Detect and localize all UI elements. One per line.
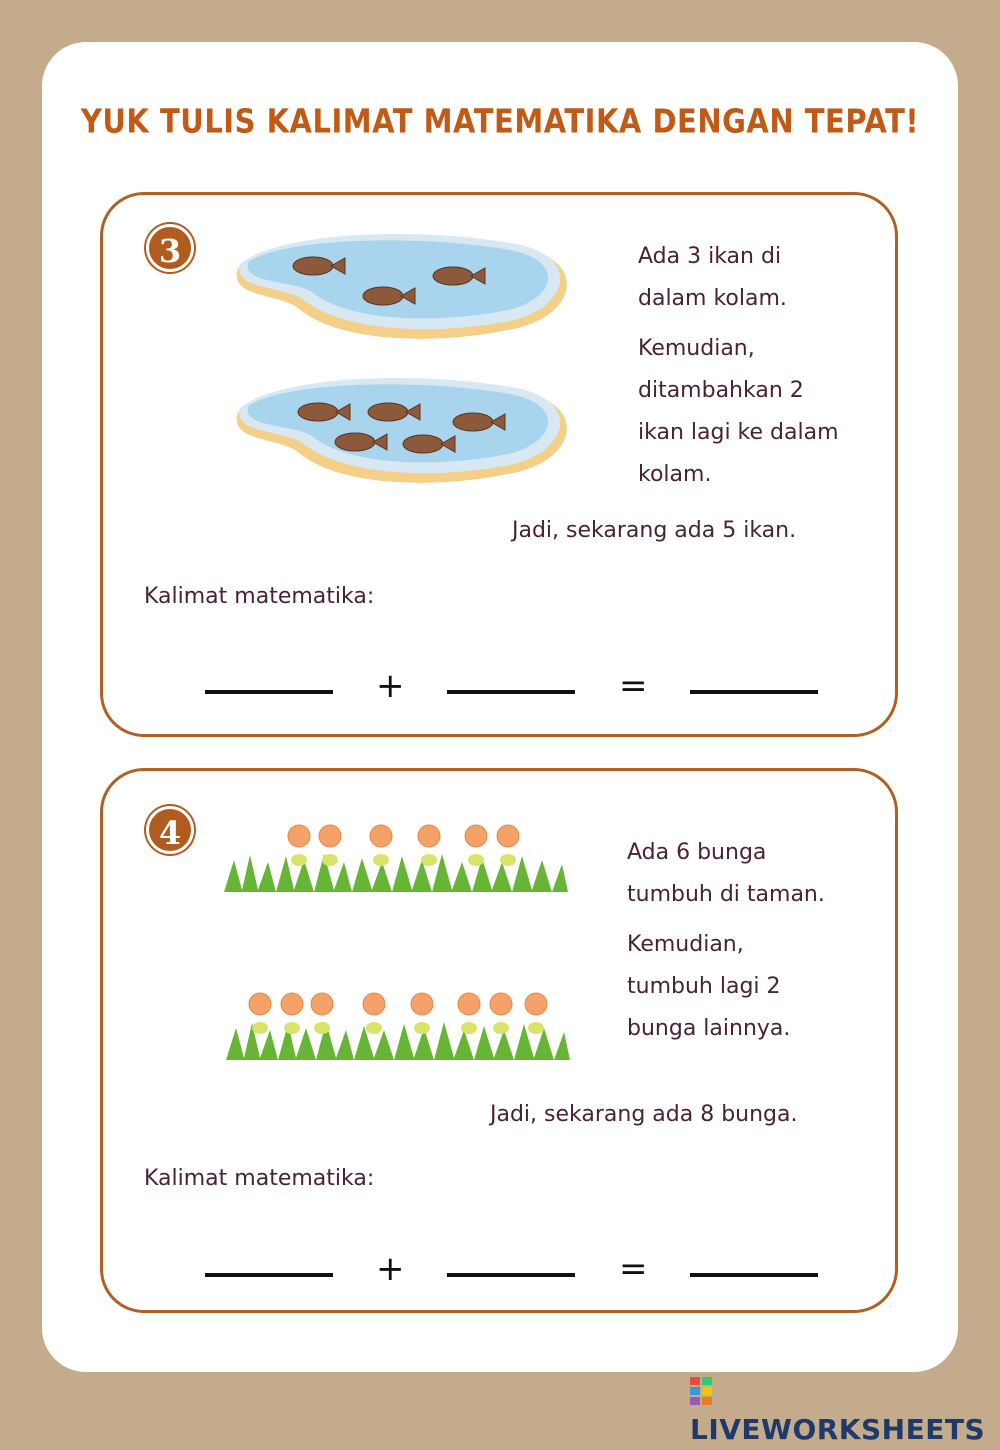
statement-line: Ada 6 bunga (627, 840, 767, 865)
page-title: YUK TULIS KALIMAT MATEMATIKA DENGAN TEPAT! (80, 101, 920, 141)
equals-sign: = (619, 666, 648, 706)
liveworksheets-logo (690, 1370, 1000, 1446)
answer-blank-2[interactable] (447, 690, 575, 694)
answer-blank-3[interactable] (690, 690, 818, 694)
statement-line: Ada 3 ikan di (638, 244, 782, 269)
statement-line: tumbuh lagi 2 (627, 974, 781, 999)
conclusion-text: Jadi, sekarang ada 5 ikan. (512, 518, 797, 543)
answer-blank-3[interactable] (690, 1273, 818, 1277)
problem-statement (627, 832, 825, 1050)
flower-garden-icon (224, 820, 568, 896)
statement-line: kolam. (638, 462, 712, 487)
flower-garden-icon (226, 988, 570, 1064)
liveworksheets-mark-icon (690, 1377, 712, 1405)
math-sentence-label: Kalimat matematika: (144, 584, 375, 609)
fish-pond-icon (218, 228, 578, 348)
statement-line: tumbuh di taman. (627, 882, 825, 907)
equals-sign: = (619, 1249, 648, 1289)
problem-number-badge: 3 (146, 224, 194, 272)
plus-sign: + (376, 1249, 405, 1289)
answer-blank-1[interactable] (205, 690, 333, 694)
problem-statement (638, 236, 839, 496)
statement-line: ikan lagi ke dalam (638, 420, 839, 445)
problem-number-badge: 4 (146, 806, 194, 854)
fish-pond-icon (218, 372, 578, 492)
conclusion-text: Jadi, sekarang ada 8 bunga. (490, 1102, 798, 1127)
statement-line: dalam kolam. (638, 286, 787, 311)
watermark-text: LIVEWORKSHEETS (690, 1413, 986, 1446)
statement-line: Kemudian, (638, 336, 755, 361)
math-sentence-label: Kalimat matematika: (144, 1166, 375, 1191)
statement-line: ditambahkan 2 (638, 378, 804, 403)
plus-sign: + (376, 666, 405, 706)
statement-line: Kemudian, (627, 932, 744, 957)
answer-blank-2[interactable] (447, 1273, 575, 1277)
answer-blank-1[interactable] (205, 1273, 333, 1277)
statement-line: bunga lainnya. (627, 1016, 791, 1041)
